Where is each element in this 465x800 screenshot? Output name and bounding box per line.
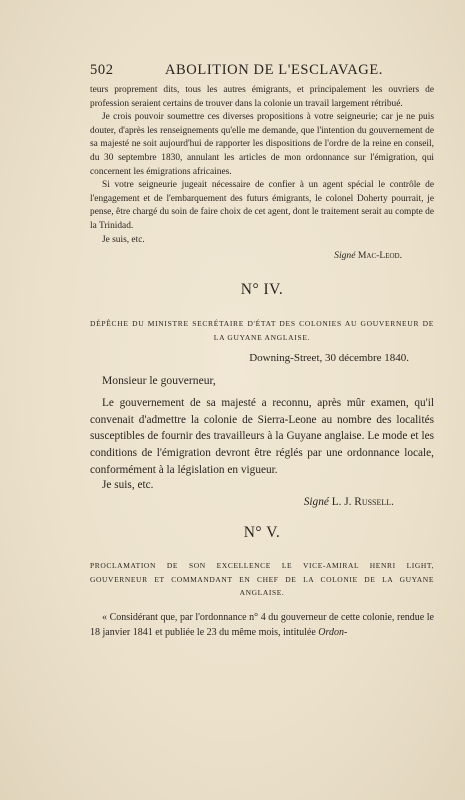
section-number-iv: N° IV. — [240, 281, 284, 299]
signature-name: L. J. Russell. — [331, 496, 394, 509]
signature-name: Mac-Leod. — [357, 250, 402, 262]
running-header — [90, 62, 434, 79]
page-number: 502 — [90, 62, 114, 78]
proclamation-italic-title: Ordon- — [318, 627, 348, 639]
page-content — [90, 62, 434, 641]
dispatch-place-date: Downing-Street, 30 décembre 1840. — [249, 352, 409, 365]
letter-paragraph: Si votre seigneurie jugeait nécessaire de confier à un agent spécial le contrôle de l'engagement et de l'embarquement des futurs émigrants, le colonel Doherty pourrait, je pense, être chargé du soin de faire choix de cet agent, dont le traitement serait au compte de la Trinidad. — [90, 180, 434, 231]
dispatch-salutation: Monsieur le gouverneur, — [102, 374, 216, 388]
letter-signature — [90, 250, 402, 261]
letter-paragraph-continued: teurs proprement dits, tous les autres émigrants, et principalement les ouvriers de profession seraient certains de trouver dans la colonie un travail largement rétribué. — [90, 85, 434, 109]
signature-label: Signé — [303, 496, 329, 509]
dispatch-closing: Je suis, etc. — [102, 479, 154, 492]
dispatch-body: Le gouvernement de sa majesté a reconnu, après mûr examen, qu'il convenait d'admettre la colonie de Sierra-Leone au nombre des localités susceptibles de fournir des travailleurs à la Guyane anglaise. Le mode et les conditions de l'émigration devront être réglés par une ordonnance locale, conformément à la législation en vigueur. — [90, 397, 434, 476]
section-number-v: N° V. — [243, 524, 281, 542]
running-title: ABOLITION DE L'ESCLAVAGE. — [164, 62, 384, 78]
section-heading-v: PROCLAMATION DE SON EXCELLENCE LE VICE-AMIRAL HENRI LIGHT, GOUVERNEUR ET COMMANDANT EN CHEF DE LA COLONIE DE LA GUYANE ANGLAISE. — [90, 561, 434, 598]
dispatch-signature — [90, 496, 394, 508]
signature-label: Signé — [334, 250, 356, 262]
letter-paragraph: Je crois pouvoir soumettre ces diverses propositions à votre seigneurie; car je ne puis douter, d'après les renseignements qu'elle me demande, que l'intention du gouvernement de sa majesté ne soit aujourd'hui de rapporter les dispositions de l'ordre de la reine en conseil, du 30 septembre 1830, annulant les articles de mon ordonnance sur l'émigration, qui concernent les émigrations africaines. — [90, 112, 434, 177]
proclamation-body — [90, 610, 434, 642]
proclamation-text: « Considérant que, par l'ordonnance n° 4 du gouverneur de cette colonie, rendue le 18 janvier 1841 et publiée le 23 du même mois, intitulée — [90, 611, 434, 639]
letter-closing: Je suis, etc. — [102, 234, 145, 245]
section-heading-iv: DÉPÊCHE DU MINISTRE SECRÉTAIRE D'ÉTAT DES COLONIES AU GOUVERNEUR DE LA GUYANE ANGLAISE. — [90, 319, 434, 342]
